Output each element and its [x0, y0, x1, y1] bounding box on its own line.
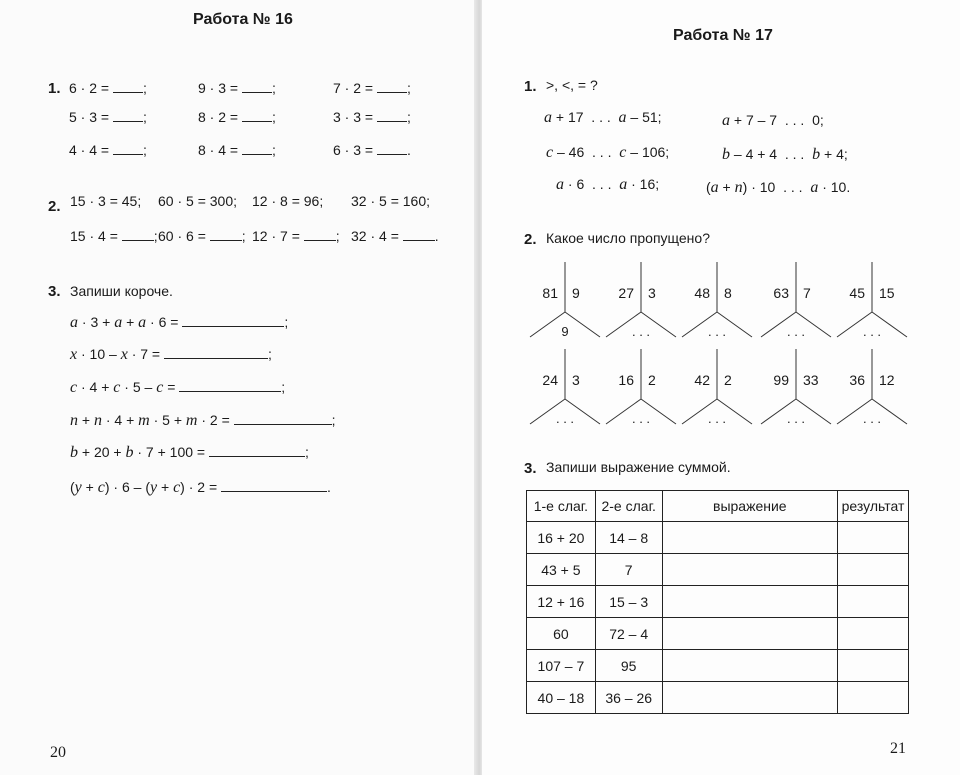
expression-text: · 10 –	[77, 346, 121, 362]
expression-text: ) · 6 – (	[104, 479, 150, 495]
number-tree	[759, 262, 833, 342]
r-ex3-number: 3.	[524, 460, 537, 477]
tree-result[interactable]: . . .	[631, 324, 651, 339]
number-tree	[604, 262, 678, 342]
table-header-cell: 1-е слаг.	[527, 491, 596, 522]
expression-text: +	[81, 479, 98, 495]
answer-blank[interactable]	[221, 480, 327, 492]
equation-text: 6 · 3 =	[333, 142, 374, 158]
multiplication-item	[198, 80, 276, 96]
expression-answer-cell[interactable]	[662, 650, 837, 682]
table-header-cell: выражение	[662, 491, 837, 522]
multiplication-item	[198, 142, 276, 158]
answer-blank[interactable]	[403, 229, 435, 241]
tree-left-number: 45	[849, 285, 865, 301]
end-punct: ;	[268, 346, 272, 362]
variable: c	[70, 379, 78, 396]
tree-left-number: 36	[849, 372, 865, 388]
expression-text: + 17 . . .	[552, 109, 619, 125]
result-answer-cell[interactable]	[838, 554, 909, 586]
expression-text: +	[157, 479, 174, 495]
expression-text: · 5 +	[149, 412, 186, 428]
addend-cell: 72 – 4	[595, 618, 662, 650]
multiplication-item	[198, 109, 276, 125]
variable: b	[722, 146, 730, 163]
variable: c	[619, 144, 627, 161]
answer-blank[interactable]	[377, 110, 407, 122]
multiplication-item	[69, 109, 147, 125]
result-answer-cell[interactable]	[838, 618, 909, 650]
expression-text: +	[78, 412, 94, 428]
end-punct: .	[434, 228, 439, 244]
variable: b	[812, 146, 821, 163]
end-punct: ;	[142, 142, 147, 158]
tree-result[interactable]: . . .	[786, 324, 806, 339]
comparison-item	[546, 144, 669, 162]
expression-text: + 7 – 7 . . . 0;	[730, 112, 824, 128]
expression-text: (	[706, 179, 711, 195]
expression-line	[70, 444, 309, 462]
table-row	[527, 682, 909, 714]
addend-cell: 107 – 7	[527, 650, 596, 682]
table-row	[527, 618, 909, 650]
tree-result[interactable]: . . .	[707, 324, 727, 339]
expression-answer-cell[interactable]	[662, 586, 837, 618]
variable: m	[185, 412, 198, 429]
page-number-21: 21	[890, 740, 906, 757]
result-answer-cell[interactable]	[838, 650, 909, 682]
multiplication-item	[333, 109, 411, 125]
addend-cell: 16 + 20	[527, 522, 596, 554]
expression-text: +	[122, 314, 139, 330]
variable: a	[70, 314, 78, 331]
tree-result[interactable]: . . .	[631, 411, 651, 426]
tree-left-number: 81	[542, 285, 558, 301]
tree-left-number: 48	[694, 285, 710, 301]
expression-text: – 51;	[626, 109, 662, 125]
expression-answer-cell[interactable]	[662, 618, 837, 650]
r-ex3-instruction: Запиши выражение суммой.	[546, 459, 731, 475]
ex2-number: 2.	[48, 198, 61, 215]
tree-right-number: 9	[572, 285, 580, 301]
variable: a	[619, 176, 628, 193]
comparison-item	[556, 176, 659, 194]
solved-example: 12 · 8 = 96;	[252, 193, 324, 209]
variable: a	[722, 112, 730, 129]
expression-text: +	[718, 179, 735, 195]
end-punct: ;	[271, 142, 276, 158]
ex3-instruction: Запиши короче.	[70, 283, 173, 299]
end-punct: ;	[284, 314, 289, 330]
expression-text: · 7 + 100 =	[133, 444, 206, 460]
addend-cell: 12 + 16	[527, 586, 596, 618]
solved-example: 15 · 3 = 45;	[70, 193, 142, 209]
equation-text: 60 · 6 =	[158, 228, 206, 244]
end-punct: ;	[304, 444, 309, 460]
multiplication-item	[69, 142, 147, 158]
table-header-cell: результат	[838, 491, 909, 522]
ex3-number: 3.	[48, 283, 61, 300]
expression-text: – 4 + 4 . . .	[730, 146, 813, 162]
end-punct: ;	[142, 80, 147, 96]
expression-text: · 10.	[818, 179, 851, 195]
variable: a	[544, 109, 552, 126]
comparison-item	[722, 112, 824, 130]
equation-text: 7 · 2 =	[333, 80, 374, 96]
number-tree	[528, 349, 602, 429]
sum-table	[526, 490, 909, 714]
equation-text: 9 · 3 =	[198, 80, 239, 96]
variable: a	[138, 314, 147, 331]
expression-text: ) · 2 =	[180, 479, 218, 495]
end-punct: ;	[271, 80, 276, 96]
expression-text: – 106;	[626, 144, 670, 160]
r-ex1-instruction: >, <, = ?	[546, 77, 598, 93]
number-tree	[680, 349, 754, 429]
tree-result[interactable]: . . .	[707, 411, 727, 426]
expression-text: + 20 +	[78, 444, 126, 460]
r-ex2-instruction: Какое число пропущено?	[546, 230, 710, 246]
end-punct: ;	[153, 228, 158, 244]
multiplication-item	[333, 80, 411, 96]
result-answer-cell[interactable]	[838, 522, 909, 554]
end-punct: ;	[331, 412, 336, 428]
variable: a	[618, 109, 627, 126]
answer-blank[interactable]	[377, 81, 407, 93]
expression-text: =	[163, 379, 176, 395]
number-tree	[835, 349, 909, 429]
expression-text: · 4 +	[101, 412, 139, 428]
equation-text: 32 · 4 =	[351, 228, 399, 244]
tree-right-number: 8	[724, 285, 732, 301]
ex1-number: 1.	[48, 80, 61, 97]
table-header-cell: 2-е слаг.	[595, 491, 662, 522]
tree-right-number: 3	[572, 372, 580, 388]
tree-right-number: 15	[879, 285, 895, 301]
expression-text: – 46 . . .	[553, 144, 620, 160]
number-tree	[759, 349, 833, 429]
addend-cell: 15 – 3	[595, 586, 662, 618]
tree-left-number: 24	[542, 372, 558, 388]
number-tree	[604, 349, 678, 429]
left-page	[0, 0, 478, 775]
tree-right-number: 33	[803, 372, 819, 388]
tree-result[interactable]: . . .	[786, 411, 806, 426]
addend-cell: 40 – 18	[527, 682, 596, 714]
number-tree	[835, 262, 909, 342]
expression-line	[70, 479, 331, 497]
expression-text: ) · 10 . . .	[742, 179, 811, 195]
multiplication-item	[69, 80, 147, 96]
variable: c	[97, 479, 105, 496]
answer-blank[interactable]	[377, 143, 407, 155]
addend-cell: 7	[595, 554, 662, 586]
equation-text: 3 · 3 =	[333, 109, 374, 125]
end-punct: ;	[335, 228, 340, 244]
expression-text: · 6 =	[146, 314, 179, 330]
tree-left-number: 63	[773, 285, 789, 301]
variable: y	[74, 479, 82, 496]
variable: c	[156, 379, 164, 396]
solved-example: 60 · 5 = 300;	[158, 193, 238, 209]
end-punct: ;	[271, 109, 276, 125]
comparison-item	[544, 109, 662, 127]
answer-blank[interactable]	[122, 229, 154, 241]
variable: a	[710, 179, 719, 196]
end-punct: ;	[406, 80, 411, 96]
r-ex1-number: 1.	[524, 78, 537, 95]
tree-right-number: 7	[803, 285, 811, 301]
equation-text: 8 · 2 =	[198, 109, 239, 125]
addend-cell: 43 + 5	[527, 554, 596, 586]
expression-answer-cell[interactable]	[662, 682, 837, 714]
expression-line	[70, 314, 288, 332]
table-header-row	[527, 491, 909, 522]
tree-left-number: 16	[618, 372, 634, 388]
end-punct: ;	[281, 379, 286, 395]
expression-answer-cell[interactable]	[662, 522, 837, 554]
answer-blank[interactable]	[113, 81, 143, 93]
tree-left-number: 99	[773, 372, 789, 388]
answer-blank[interactable]	[113, 110, 143, 122]
expression-text: · 16;	[627, 176, 660, 192]
variable: c	[546, 144, 554, 161]
variable: n	[734, 179, 743, 196]
tree-result[interactable]: . . .	[862, 411, 882, 426]
table-row	[527, 586, 909, 618]
tree-result[interactable]: 9	[561, 324, 569, 339]
expression-text: · 4 +	[77, 379, 114, 395]
tree-right-number: 2	[648, 372, 656, 388]
expression-text: · 6 . . .	[564, 176, 620, 192]
variable: x	[120, 346, 128, 363]
variable: a	[556, 176, 564, 193]
answer-blank[interactable]	[242, 143, 272, 155]
solved-example: 32 · 5 = 160;	[351, 193, 431, 209]
end-punct: ;	[406, 109, 411, 125]
answer-blank[interactable]	[209, 445, 305, 457]
tree-result[interactable]: . . .	[862, 324, 882, 339]
answer-blank[interactable]	[113, 143, 143, 155]
work-17-title: Работа № 17	[673, 27, 773, 44]
answer-blank[interactable]	[182, 315, 284, 327]
variable: y	[149, 479, 158, 496]
number-tree	[528, 262, 602, 342]
equation-text: 6 · 2 =	[69, 80, 110, 96]
equation-text: 15 · 4 =	[70, 228, 118, 244]
addend-cell: 95	[595, 650, 662, 682]
r-ex2-number: 2.	[524, 231, 537, 248]
comparison-item	[722, 146, 848, 164]
work-16-title: Работа № 16	[193, 11, 293, 28]
expression-line	[70, 346, 272, 364]
expression-line	[70, 412, 336, 430]
comparison-item	[706, 179, 850, 197]
table-row	[527, 650, 909, 682]
answer-blank[interactable]	[242, 110, 272, 122]
variable: c	[173, 479, 181, 496]
expression-line	[70, 379, 285, 397]
variable: b	[125, 444, 134, 461]
result-answer-cell[interactable]	[838, 586, 909, 618]
addend-cell: 36 – 26	[595, 682, 662, 714]
tree-right-number: 3	[648, 285, 656, 301]
result-answer-cell[interactable]	[838, 682, 909, 714]
tree-right-number: 2	[724, 372, 732, 388]
tree-result[interactable]: . . .	[555, 411, 575, 426]
variable: b	[70, 444, 78, 461]
page-number-20: 20	[50, 744, 66, 761]
answer-blank[interactable]	[234, 413, 332, 425]
end-punct: ;	[142, 109, 147, 125]
tree-right-number: 12	[879, 372, 895, 388]
task-item	[351, 228, 439, 244]
variable: n	[70, 412, 78, 429]
task-item	[252, 228, 340, 244]
addend-cell: 14 – 8	[595, 522, 662, 554]
variable: a	[810, 179, 819, 196]
right-page	[482, 0, 960, 775]
multiplication-item	[333, 142, 411, 158]
addend-cell: 60	[527, 618, 596, 650]
answer-blank[interactable]	[164, 347, 268, 359]
expression-text: · 2 =	[197, 412, 230, 428]
expression-text: · 3 +	[78, 314, 115, 330]
expression-text: (	[70, 479, 75, 495]
tree-left-number: 42	[694, 372, 710, 388]
end-punct: ;	[241, 228, 246, 244]
answer-blank[interactable]	[179, 380, 281, 392]
answer-blank[interactable]	[304, 229, 336, 241]
end-punct: .	[406, 142, 411, 158]
equation-text: 4 · 4 =	[69, 142, 110, 158]
table-row	[527, 522, 909, 554]
expression-text: · 5 –	[120, 379, 157, 395]
answer-blank[interactable]	[242, 81, 272, 93]
expression-text: + 4;	[820, 146, 848, 162]
tree-left-number: 27	[618, 285, 634, 301]
variable: x	[70, 346, 78, 363]
table-row	[527, 554, 909, 586]
answer-blank[interactable]	[210, 229, 242, 241]
equation-text: 8 · 4 =	[198, 142, 239, 158]
number-tree	[680, 262, 754, 342]
end-punct: .	[327, 479, 331, 495]
equation-text: 5 · 3 =	[69, 109, 110, 125]
variable: a	[114, 314, 123, 331]
task-item	[158, 228, 246, 244]
variable: n	[93, 412, 102, 429]
task-item	[70, 228, 158, 244]
expression-text: · 7 =	[127, 346, 161, 362]
variable: m	[138, 412, 150, 429]
expression-answer-cell[interactable]	[662, 554, 837, 586]
equation-text: 12 · 7 =	[252, 228, 300, 244]
variable: c	[113, 379, 121, 396]
